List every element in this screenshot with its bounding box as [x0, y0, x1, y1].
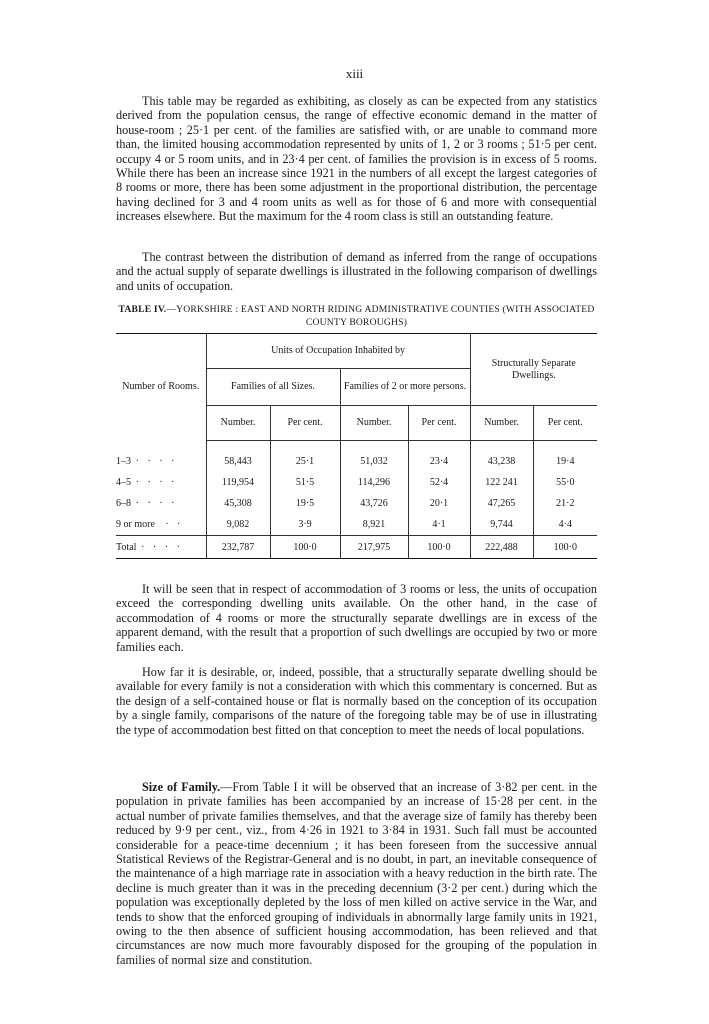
cell-percent-all: 51·5	[270, 472, 340, 493]
cell-number-dwellings: 122 241	[470, 472, 533, 493]
cell-number-two-plus: 114,296	[340, 472, 408, 493]
header-number-of-rooms: Number of Rooms.	[116, 334, 206, 441]
header-families-two-or-more: Families of 2 or more persons.	[340, 369, 470, 406]
cell-percent-two-plus: 4·1	[408, 514, 470, 536]
cell-number-dwellings: 47,265	[470, 493, 533, 514]
header-structurally-separate-dwellings: Structurally Separate Dwellings.	[470, 334, 597, 406]
table-caption	[116, 304, 597, 329]
cell-number-two-plus: 43,726	[340, 493, 408, 514]
row-label: 4–5 · · · ·	[116, 477, 178, 488]
paragraph-separate-dwelling: How far it is desirable, or, indeed, possible, that a structurally separate dwelling should be available for every family is not a consideration with which this commentary is concerned. But as the design of a self-contained house or flat is normally based on the conception of its occupation by a single family, comparisons of the nature of the foregoing table may be of use in illustrating the type of accommodation best fitted on that conception to meet the needs of local populations.	[116, 665, 597, 737]
total-number-dwellings: 222,488	[470, 536, 533, 559]
header-units-of-occupation: Units of Occupation Inhabited by	[206, 334, 470, 369]
cell-percent-two-plus: 23·4	[408, 451, 470, 472]
cell-percent-two-plus: 20·1	[408, 493, 470, 514]
row-label: 6–8 · · · ·	[116, 498, 178, 509]
table-row	[116, 493, 597, 514]
cell-percent-dwellings: 21·2	[533, 493, 597, 514]
dwellings-table	[116, 333, 597, 559]
cell-number-two-plus: 51,032	[340, 451, 408, 472]
cell-percent-all: 3·9	[270, 514, 340, 536]
header-number-two-plus: Number.	[340, 406, 408, 441]
table-total-row	[116, 536, 597, 559]
size-of-family-heading: Size of Family.	[142, 780, 221, 794]
cell-number-dwellings: 43,238	[470, 451, 533, 472]
paragraph-contrast-demand-supply: The contrast between the distribution of demand as inferred from the range of occupations and the actual supply of separate dwellings is illustrated in the following comparison of dwellings and units of occupation.	[116, 250, 597, 293]
table-row	[116, 472, 597, 493]
cell-percent-dwellings: 19·4	[533, 451, 597, 472]
row-label: 1–3 · · · ·	[116, 456, 178, 467]
total-label: Total · · · ·	[116, 536, 206, 559]
total-percent-all: 100·0	[270, 536, 340, 559]
header-percent-two-plus: Per cent.	[408, 406, 470, 441]
total-percent-two-plus: 100·0	[408, 536, 470, 559]
cell-number-two-plus: 8,921	[340, 514, 408, 536]
total-percent-dwellings: 100·0	[533, 536, 597, 559]
cell-number-all: 45,308	[206, 493, 270, 514]
table-spacer-row	[116, 441, 597, 452]
paragraph-units-vs-dwellings: It will be seen that in respect of accommodation of 3 rooms or less, the units of occupation exceed the corresponding dwelling units available. On the other hand, in the case of accommodation of 4 rooms or more the structurally separate dwellings are in excess of the apparent demand, with the result that a proportion of such dwellings are occupied by two or more families each.	[116, 582, 597, 654]
size-of-family-text: —From Table I it will be observed that an increase of 3·82 per cent. in the population in private families has been accompanied by an increase of 15·28 per cent. in the actual number of private families themselves, and that the average size of family has thereby been reduced by 9·9 per cent., viz., from 4·26 in 1921 to 3·84 in 1931. Such fall must be accounted considerable for a peace-time decennium ; it has been foreseen from the successive annual Statistical Reviews of the Registrar-General and is no doubt, in part, an inevitable consequence of the maintenance of a high marriage rate in association with a heavy reduction in the birth rate. The decline is much greater than it was in the preceding decennium (3·2 per cent.) during which the population was exceptionally depleted by the loss of men killed on active service in the War, and tends to show that the enforced grouping of individuals in abnormally large family units in 1921, owing to the then absence of sufficient housing accommodation, has been relieved and that circumstances are now much more favourably disposed for the grouping of the population in families of normal size and constitution.	[116, 780, 597, 967]
header-number-all: Number.	[206, 406, 270, 441]
cell-percent-all: 25·1	[270, 451, 340, 472]
table-row	[116, 451, 597, 472]
header-number-dwellings: Number.	[470, 406, 533, 441]
paragraph-house-room-demand: This table may be regarded as exhibiting, as closely as can be expected from any statistics derived from the population census, the range of effective economic demand in the matter of house-room ; 25·1 per cent. of the families are satisfied with, or are unable to command more than, the limited housing accommodation represented by units of 1, 2 or 3 rooms ; 51·5 per cent. occupy 4 or 5 room units, and in 23·4 per cent. of families the provision is in excess of 5 rooms. While there has been an increase since 1921 in the numbers of all except the largest categories of 8 rooms or more, there has been some adjustment in the proportional distribution, the percentage having declined for 3 and 4 room units as well as for those of 6 and more with consequential increases elsewhere. But the maximum for the 4 room class is still an outstanding feature.	[116, 94, 597, 224]
header-percent-all: Per cent.	[270, 406, 340, 441]
cell-percent-two-plus: 52·4	[408, 472, 470, 493]
total-number-two-plus: 217,975	[340, 536, 408, 559]
cell-number-dwellings: 9,744	[470, 514, 533, 536]
paragraph-size-of-family	[116, 780, 597, 967]
page-number: xiii	[345, 66, 364, 81]
cell-number-all: 119,954	[206, 472, 270, 493]
total-number-all: 232,787	[206, 536, 270, 559]
row-label: 9 or more · ·	[116, 519, 184, 530]
cell-percent-all: 19·5	[270, 493, 340, 514]
header-families-all-sizes: Families of all Sizes.	[206, 369, 340, 406]
cell-number-all: 9,082	[206, 514, 270, 536]
cell-percent-dwellings: 55·0	[533, 472, 597, 493]
table-row	[116, 514, 597, 536]
table-caption-text: —YORKSHIRE : EAST AND NORTH RIDING ADMINISTRATIVE COUNTIES (WITH ASSOCIATED COUNTY BOROUGHS)	[166, 304, 595, 328]
table-caption-label: TABLE IV.	[118, 304, 167, 315]
cell-percent-dwellings: 4·4	[533, 514, 597, 536]
header-percent-dwellings: Per cent.	[533, 406, 597, 441]
cell-number-all: 58,443	[206, 451, 270, 472]
